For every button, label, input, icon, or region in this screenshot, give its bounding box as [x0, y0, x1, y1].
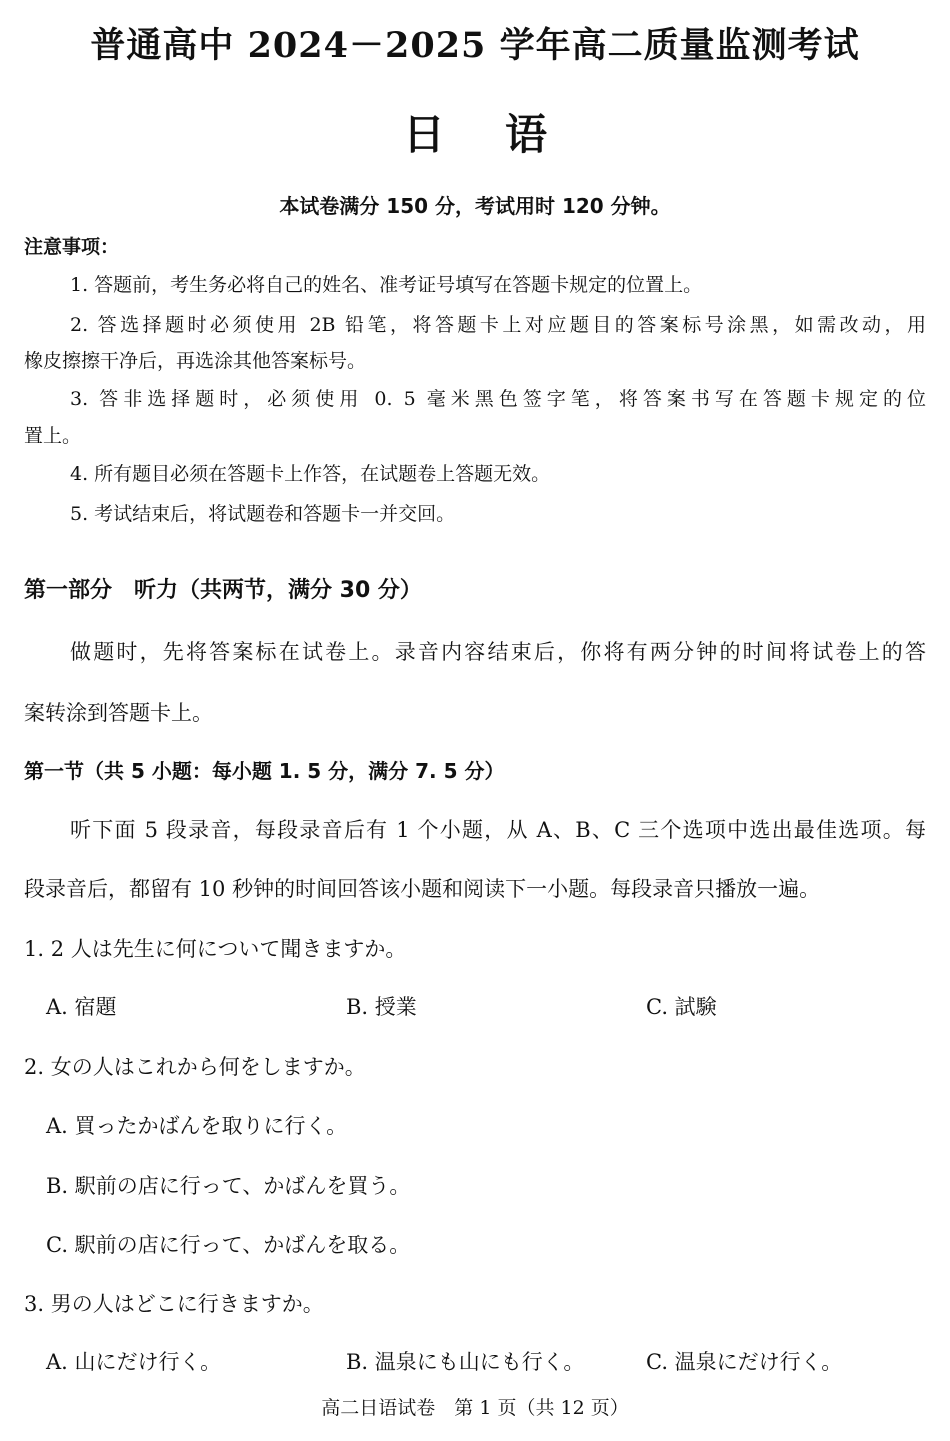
part-1-heading: 第一部分 听力（共两节，满分 30 分） [24, 578, 422, 603]
question-2-option-c: C. 駅前の店に行って、かばんを取る。 [46, 1233, 411, 1257]
notice-item-3-line-1: 3. 答非选择题时，必须使用 0. 5 毫米黑色签字笔，将答案书写在答题卡规定的位 [70, 388, 926, 410]
notice-item-4: 4. 所有题目必须在答题卡上作答，在试题卷上答题无效。 [70, 463, 551, 485]
question-1-option-a: A. 宿題 [46, 995, 117, 1019]
notice-item-2-line-2: 橡皮擦擦干净后，再选涂其他答案标号。 [24, 350, 367, 372]
notice-item-5: 5. 考试结束后，将试题卷和答题卡一并交回。 [70, 503, 456, 525]
part-1-intro-line-2: 案转涂到答题卡上。 [24, 701, 213, 725]
question-3-option-c: C. 温泉にだけ行く。 [646, 1350, 843, 1374]
page-footer: 高二日语试卷 第 1 页（共 12 页） [321, 1397, 629, 1419]
notice-heading: 注意事项： [24, 236, 120, 258]
question-2-option-b: B. 駅前の店に行って、かばんを買う。 [46, 1174, 411, 1198]
exam-info: 本试卷满分 150 分，考试用时 120 分钟。 [279, 194, 671, 218]
section-1-heading: 第一节（共 5 小题：每小题 1. 5 分，满分 7. 5 分） [24, 759, 505, 783]
question-2-option-a: A. 買ったかばんを取りに行く。 [46, 1114, 348, 1138]
question-2-stem: 2. 女の人はこれから何をしますか。 [24, 1055, 366, 1079]
section-1-instructions-line-2: 段录音后，都留有 10 秒钟的时间回答该小题和阅读下一小题。每段录音只播放一遍。 [24, 877, 821, 901]
notice-item-1: 1. 答题前，考生务必将自己的姓名、准考证号填写在答题卡规定的位置上。 [70, 274, 703, 296]
exam-title: 普通高中 2024－2025 学年高二质量监测考试 [90, 25, 860, 66]
question-3-option-b: B. 温泉にも山にも行く。 [346, 1350, 585, 1374]
notice-item-2-line-1: 2. 答选择题时必须使用 2B 铅笔，将答题卡上对应题目的答案标号涂黑，如需改动，用 [70, 314, 926, 336]
question-1-option-b: B. 授業 [346, 995, 417, 1019]
section-1-instructions-line-1: 听下面 5 段录音，每段录音后有 1 个小题，从 A、B、C 三个选项中选出最佳选项。每 [70, 818, 926, 842]
question-3-option-a: A. 山にだけ行く。 [46, 1350, 222, 1374]
notice-item-3-line-2: 置上。 [24, 425, 82, 447]
subject-title: 日语 [402, 110, 607, 159]
question-1-stem: 1. 2 人は先生に何について聞きますか。 [24, 937, 407, 961]
question-3-stem: 3. 男の人はどこに行きますか。 [24, 1292, 324, 1316]
part-1-intro-line-1: 做题时，先将答案标在试卷上。录音内容结束后，你将有两分钟的时间将试卷上的答 [70, 640, 926, 664]
question-1-option-c: C. 試験 [646, 995, 717, 1019]
